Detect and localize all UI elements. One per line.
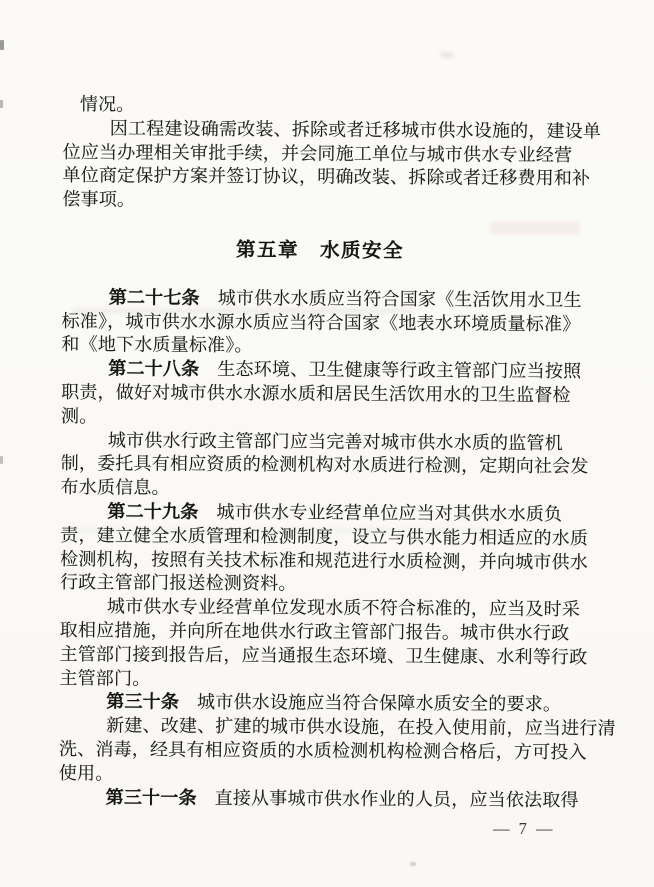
- text-line: [62, 286, 582, 313]
- document-body: [58, 93, 616, 812]
- text-line: 检测机构，按照有关技术标准和规范进行水质检测，并向城市供水: [60, 548, 589, 572]
- text-line: 情况。: [79, 94, 135, 115]
- article-27-text: 城市供水水质应当符合国家《生活饮用水卫生: [217, 287, 582, 310]
- text-line: 城市供水行政主管部门应当完善对城市供水水质的监管机: [107, 429, 563, 453]
- text-line: 职责，做好对城市供水水源水质和居民生活饮用水的卫生监督检: [61, 381, 571, 406]
- text-line: 和《地下水质量标准》。: [61, 334, 253, 356]
- text-line: [59, 690, 575, 717]
- text-line: 洗、消毒，经具有相应资质的水质检测机构检测合格后，方可投入: [58, 738, 587, 763]
- scan-bleedthrough: [440, 52, 454, 58]
- article-28-text: 生态环境、卫生健康等行政主管部门应当按照: [217, 359, 582, 382]
- scan-speck: [0, 100, 3, 108]
- text-line: 城市供水专业经营单位发现水质不符合标准的，应当及时采: [106, 596, 581, 620]
- text-line: 测。: [60, 405, 98, 426]
- text-line: 制，委托具有相应资质的检测机构对水质进行检测，定期向社会发: [60, 453, 589, 477]
- scan-speck: [0, 456, 3, 464]
- text-line: [61, 357, 582, 384]
- article-29-text: 城市供水专业经营单位应当对其供水水质负: [216, 501, 563, 525]
- article-28-label: 第二十八条: [108, 358, 200, 380]
- text-line: 使用。: [58, 762, 114, 784]
- scan-speck: [410, 862, 416, 866]
- article-30-text: 城市供水设施应当符合保障水质安全的要求。: [197, 692, 562, 715]
- text-line: 取相应措施，并向所在地供水行政主管部门报告。城市供水行政: [59, 619, 570, 644]
- text-line: 偿事项。: [62, 189, 136, 210]
- chapter-heading: 第五章 水质安全: [235, 240, 405, 263]
- text-line: 主管部门。: [59, 667, 151, 689]
- text-line: 布水质信息。: [60, 477, 170, 498]
- text-line: 主管部门接到报告后，应当通报生态环境、卫生健康、水利等行政: [59, 643, 588, 667]
- page-number: — 7 —: [493, 819, 555, 838]
- text-line: 行政主管部门报送检测资料。: [59, 572, 297, 594]
- text-line: 单位商定保护方案并签订协议，明确改装、拆除或者迁移费用和补: [62, 165, 591, 189]
- text-line: [60, 500, 576, 527]
- text-line: 新建、改建、扩建的城市供水设施，在投入使用前，应当进行清: [106, 715, 616, 739]
- text-line: 标准》，城市供水水源水质应当符合国家《地表水环境质量标准》: [61, 310, 581, 334]
- article-31-label: 第三十一条: [105, 786, 197, 808]
- scan-speck: [0, 40, 4, 50]
- text-line: [59, 786, 579, 813]
- article-29-label: 第二十九条: [107, 501, 199, 522]
- article-31-text: 直接从事城市供水作业的人员，应当依法取得: [214, 787, 579, 810]
- text-line: 位应当办理相关审批手续，并会同施工单位与城市供水专业经营: [62, 141, 573, 165]
- article-27-label: 第二十七条: [108, 287, 200, 308]
- article-30-label: 第三十条: [106, 691, 180, 713]
- text-line: 因工程建设确需改装、拆除或者迁移城市供水设施的，建设单: [109, 118, 602, 142]
- text-line: 责，建立健全水质管理和检测制度，设立与供水能力相适应的水质: [60, 524, 589, 548]
